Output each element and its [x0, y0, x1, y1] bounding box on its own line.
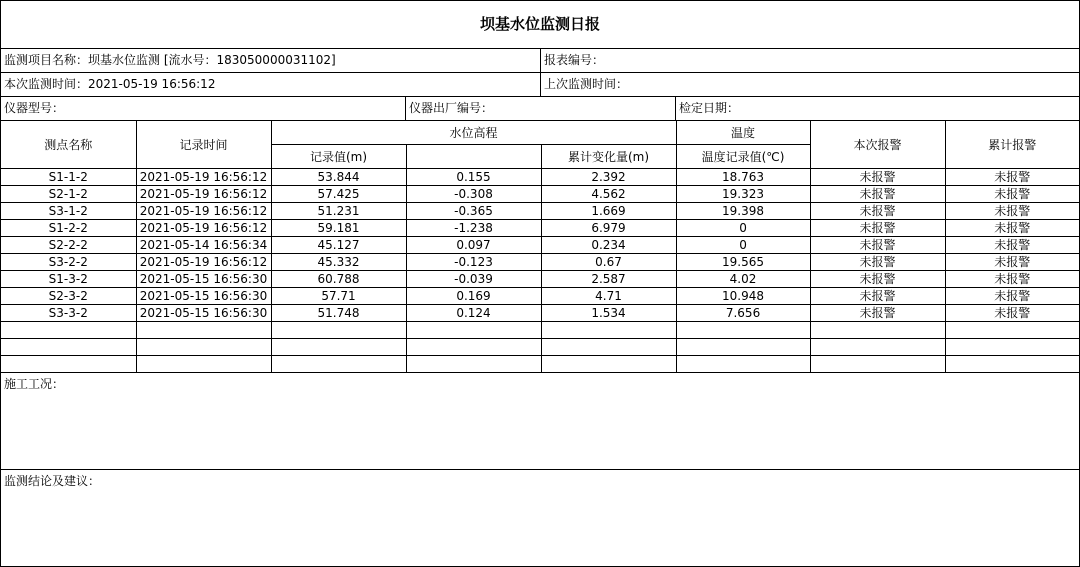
cell-change-value: 0.124: [406, 305, 541, 322]
cell-cumulative-alarm: 未报警: [945, 288, 1079, 305]
cell-current-alarm: 未报警: [810, 220, 945, 237]
report-number: 报表编号：: [540, 49, 1079, 72]
cell-record-time: 2021-05-19 16:56:12: [136, 254, 271, 271]
cell-point-name: S1-2-2: [1, 220, 136, 237]
cell-record-time: 2021-05-14 16:56:34: [136, 237, 271, 254]
project-name: 监测项目名称：坝基水位监测 [流水号：183050000031102]: [4, 53, 336, 67]
table-row: [1, 288, 1079, 305]
cell-point-name: S3-3-2: [1, 305, 136, 322]
cell-point-name: S2-2-2: [1, 237, 136, 254]
cell-cumulative-change: 6.979: [541, 220, 676, 237]
calibration-date: 检定日期：: [675, 97, 1079, 120]
cell-record-value: 51.748: [271, 305, 406, 322]
cell-record-time: 2021-05-15 16:56:30: [136, 271, 271, 288]
cell-record-value: 59.181: [271, 220, 406, 237]
cell-point-name: S3-1-2: [1, 203, 136, 220]
cell-change-value: -0.039: [406, 271, 541, 288]
cell-current-alarm: 未报警: [810, 271, 945, 288]
cell-record-value: 45.127: [271, 237, 406, 254]
cell-point-name: S2-1-2: [1, 186, 136, 203]
cell-point-name: S1-1-2: [1, 169, 136, 186]
conclusion-label: 监测结论及建议：: [4, 474, 101, 488]
empty-row: [1, 356, 1079, 373]
header-record-time: 记录时间: [136, 121, 271, 169]
cell-record-value: 53.844: [271, 169, 406, 186]
cell-cumulative-change: 2.587: [541, 271, 676, 288]
cell-cumulative-change: 1.534: [541, 305, 676, 322]
report-title: 坝基水位监测日报: [1, 1, 1079, 49]
cell-temperature: 19.565: [676, 254, 810, 271]
cell-cumulative-change: 2.392: [541, 169, 676, 186]
cell-temperature: 4.02: [676, 271, 810, 288]
cell-record-time: 2021-05-19 16:56:12: [136, 220, 271, 237]
cell-cumulative-change: 4.562: [541, 186, 676, 203]
cell-record-time: 2021-05-19 16:56:12: [136, 169, 271, 186]
header-change-value: [406, 145, 541, 169]
cell-current-alarm: 未报警: [810, 288, 945, 305]
header-point-name: 测点名称: [1, 121, 136, 169]
table-row: [1, 220, 1079, 237]
header-cumulative-alarm: 累计报警: [945, 121, 1079, 169]
table-row: [1, 254, 1079, 271]
table-row: [1, 237, 1079, 254]
cell-change-value: 0.169: [406, 288, 541, 305]
cell-record-value: 57.425: [271, 186, 406, 203]
cell-cumulative-alarm: 未报警: [945, 237, 1079, 254]
header-record-value: 记录值(m): [271, 145, 406, 169]
project-info-row: [1, 49, 1079, 73]
cell-cumulative-change: 0.67: [541, 254, 676, 271]
header-current-alarm: 本次报警: [810, 121, 945, 169]
cell-change-value: 0.155: [406, 169, 541, 186]
cell-record-time: 2021-05-15 16:56:30: [136, 288, 271, 305]
cell-current-alarm: 未报警: [810, 237, 945, 254]
cell-record-value: 45.332: [271, 254, 406, 271]
cell-current-alarm: 未报警: [810, 186, 945, 203]
table-body: [1, 169, 1079, 373]
instrument-model: 仪器型号：: [4, 101, 65, 115]
cell-cumulative-alarm: 未报警: [945, 169, 1079, 186]
cell-current-alarm: 未报警: [810, 305, 945, 322]
table-row: [1, 186, 1079, 203]
header-water-level: 水位高程: [271, 121, 676, 145]
empty-row: [1, 322, 1079, 339]
cell-cumulative-alarm: 未报警: [945, 186, 1079, 203]
table-row: [1, 271, 1079, 288]
cell-cumulative-change: 4.71: [541, 288, 676, 305]
construction-conditions: [1, 373, 1079, 469]
cell-temperature: 7.656: [676, 305, 810, 322]
header-cumulative-change: 累计变化量(m): [541, 145, 676, 169]
cell-record-value: 60.788: [271, 271, 406, 288]
cell-cumulative-alarm: 未报警: [945, 203, 1079, 220]
table-row: [1, 203, 1079, 220]
cell-point-name: S1-3-2: [1, 271, 136, 288]
instrument-factory-number: 仪器出厂编号：: [405, 97, 675, 120]
cell-change-value: -1.238: [406, 220, 541, 237]
cell-record-time: 2021-05-19 16:56:12: [136, 186, 271, 203]
cell-current-alarm: 未报警: [810, 254, 945, 271]
cell-change-value: -0.308: [406, 186, 541, 203]
cell-record-value: 51.231: [271, 203, 406, 220]
cell-change-value: -0.123: [406, 254, 541, 271]
cell-change-value: -0.365: [406, 203, 541, 220]
cell-current-alarm: 未报警: [810, 169, 945, 186]
cell-cumulative-alarm: 未报警: [945, 254, 1079, 271]
instrument-row: [1, 97, 1079, 121]
cell-change-value: 0.097: [406, 237, 541, 254]
cell-temperature: 19.398: [676, 203, 810, 220]
table-row: [1, 169, 1079, 186]
cell-temperature: 19.323: [676, 186, 810, 203]
cell-temperature: 18.763: [676, 169, 810, 186]
cell-record-time: 2021-05-15 16:56:30: [136, 305, 271, 322]
cell-temperature: 0: [676, 237, 810, 254]
cell-temperature: 10.948: [676, 288, 810, 305]
cell-record-time: 2021-05-19 16:56:12: [136, 203, 271, 220]
table-row: [1, 305, 1079, 322]
cell-cumulative-alarm: 未报警: [945, 220, 1079, 237]
cell-cumulative-change: 1.669: [541, 203, 676, 220]
cell-cumulative-alarm: 未报警: [945, 305, 1079, 322]
header-temperature: 温度: [676, 121, 810, 145]
cell-cumulative-alarm: 未报警: [945, 271, 1079, 288]
cell-point-name: S3-2-2: [1, 254, 136, 271]
cell-temperature: 0: [676, 220, 810, 237]
cell-current-alarm: 未报警: [810, 203, 945, 220]
monitor-time-row: [1, 73, 1079, 97]
this-monitor-time: 本次监测时间：2021-05-19 16:56:12: [4, 77, 216, 91]
empty-row: [1, 339, 1079, 356]
construction-label: 施工工况：: [4, 377, 65, 391]
cell-record-value: 57.71: [271, 288, 406, 305]
conclusion-section: [1, 469, 1079, 563]
cell-cumulative-change: 0.234: [541, 237, 676, 254]
data-table: [1, 121, 1079, 373]
header-temp-record-value: 温度记录值(℃): [676, 145, 810, 169]
cell-point-name: S2-3-2: [1, 288, 136, 305]
last-monitor-time: 上次监测时间：: [540, 73, 1079, 96]
